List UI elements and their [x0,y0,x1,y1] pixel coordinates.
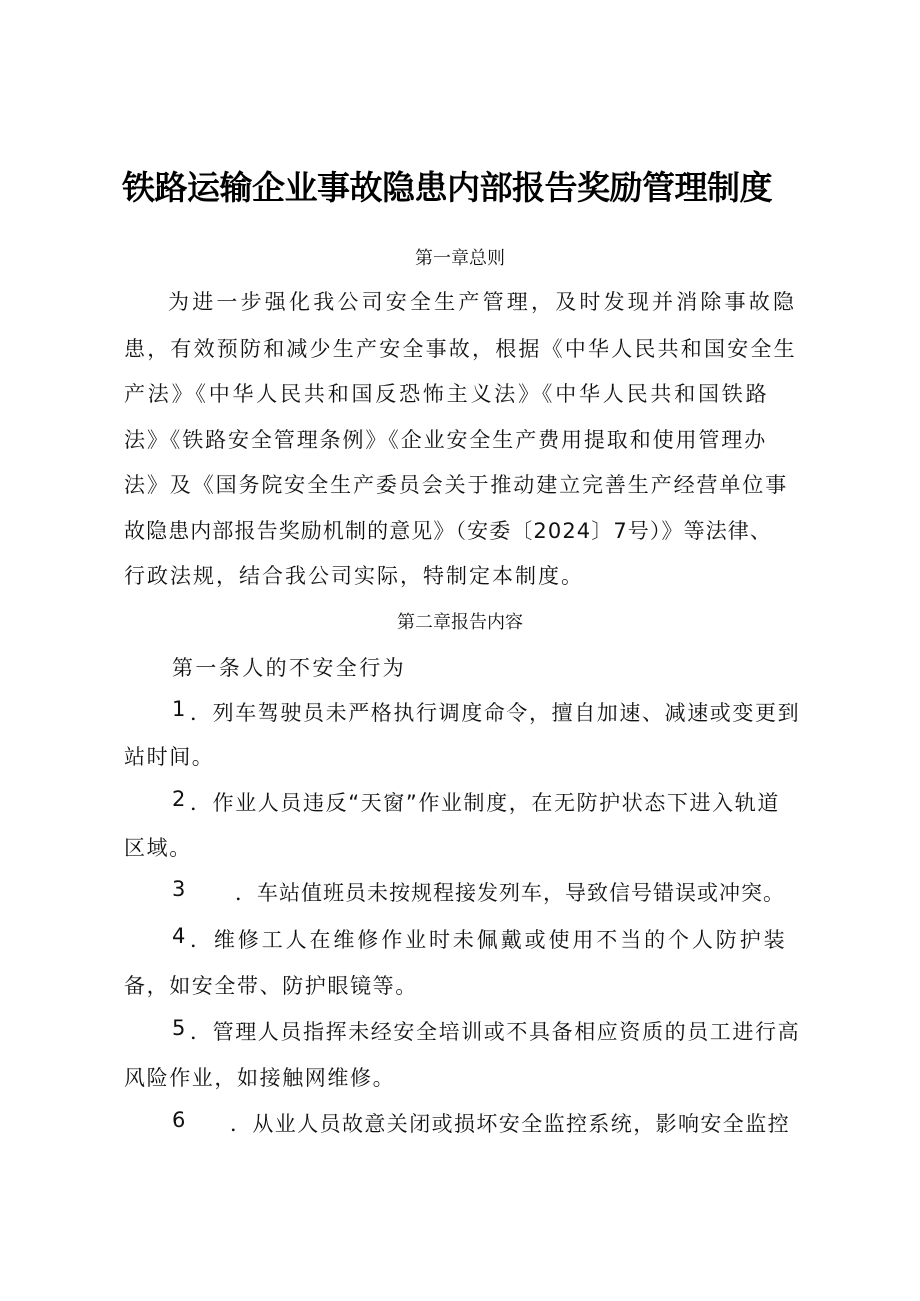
item-text-line: ．管理人员指挥未经安全培训或不具备相应资质的员工进行高 [190,1020,801,1044]
item-number: 3 [172,877,186,901]
item-text-line: ．从业人员故意关闭或损坏安全监控系统，影响安全监控 [230,1112,790,1136]
paragraph-line: 法》及《国务院安全生产委员会关于推动建立完善生产经营单位事 [124,473,789,497]
paragraph-line: 行政法规，结合我公司实际，特制定本制度。 [124,564,584,588]
item-text-line: 风险作业，如接触网维修。 [124,1066,396,1090]
item-number: 4 [172,924,186,948]
item-number: 5 [172,1016,186,1040]
paragraph-line: 产法》《中华人民共和国反恐怖主义法》《中华人民共和国铁路 [124,382,770,406]
item-number: 1 [172,697,186,721]
item-text-line: ．维修工人在维修作业时未佩戴或使用不当的个人防护装 [190,928,788,952]
chapter-1-heading: 第一章总则 [415,248,505,269]
item-number: 6 [172,1108,186,1132]
item-text-line: 站时间。 [124,745,215,769]
paragraph-line: 法》《铁路安全管理条例》《企业安全生产费用提取和使用管理办 [124,428,768,452]
document-title: 铁路运输企业事故隐患内部报告奖励管理制度 [122,168,772,207]
article-1-heading: 第一条人的不安全行为 [172,656,406,680]
paragraph-line: 患，有效预防和减少生产安全事故，根据《中华人民共和国安全生 [124,337,797,361]
chapter-2-heading: 第二章报告内容 [397,612,523,633]
item-text-line: ．作业人员违反“天窗”作业制度，在无防护状态下进入轨道 [190,791,780,815]
item-text-line: 区域。 [124,836,192,860]
item-text-line: ．列车驾驶员未严格执行调度命令，擅自加速、减速或变更到 [190,701,801,725]
item-number: 2 [172,787,186,811]
paragraph-line: 为进一步强化我公司安全生产管理，及时发现并消除事故隐 [168,290,798,314]
item-text-line: 备，如安全带、防护眼镜等。 [124,974,418,998]
item-text-line: ．车站值班员未按规程接发列车，导致信号错误或冲突。 [235,881,785,905]
paragraph-line: 故隐患内部报告奖励机制的意见》（安委〔2024〕7号）》等法律、 [124,519,773,543]
